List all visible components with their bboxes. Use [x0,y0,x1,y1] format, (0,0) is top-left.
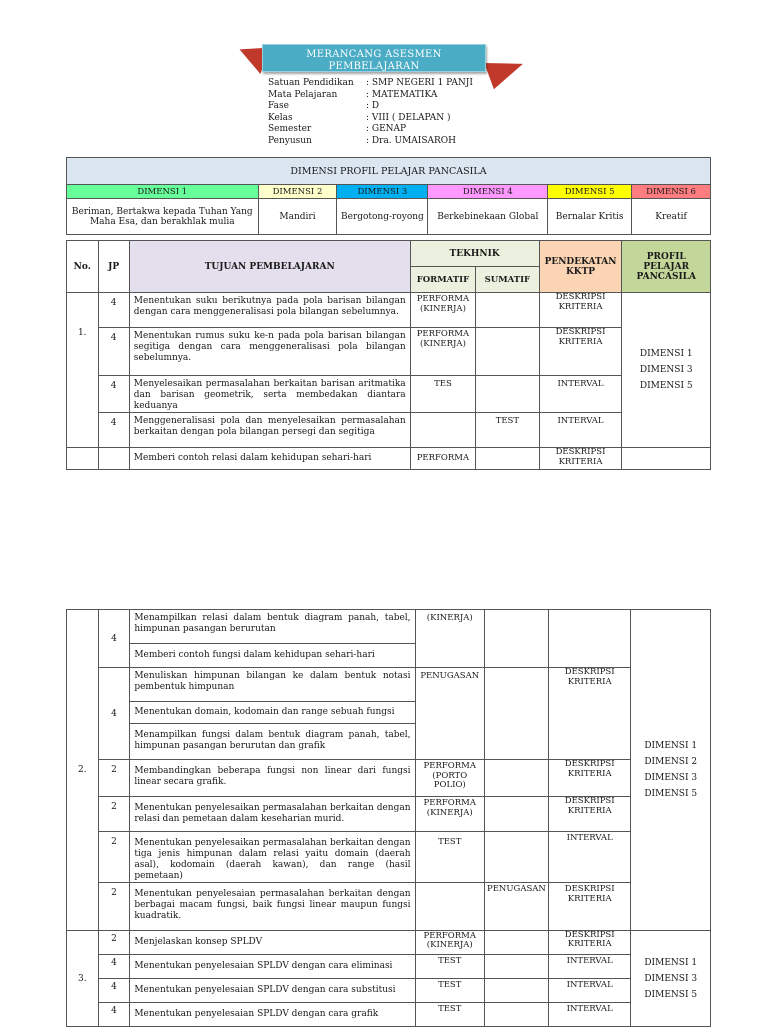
formatif-cell: TEST [415,832,484,883]
sumatif-cell [484,797,548,832]
pendekatan-cell: DESKRIPSI KRITERIA [548,797,631,832]
tujuan-cell: Menggeneralisasi pola dan menyelesaikan permasalahan berkaitan dengan pola bilangan persegi dan segitiga [129,413,410,448]
info-value: : GENAP [366,124,407,134]
pendekatan-cell: DESKRIPSI KRITERIA [539,448,622,470]
formatif-cell: TEST [415,1003,484,1027]
pendekatan-cell: DESKRIPSI KRITERIA [548,931,631,955]
pendekatan-cell: DESKRIPSI KRITERIA [548,883,631,931]
assessment-table-2 [66,609,711,1027]
tujuan-cell: Menentukan penyelesaian permasalahan berkaitan dengan berbagai macam fungsi, baik fungsi linear maupun fungsi kuadratik. [130,883,415,931]
pendekatan-cell [548,610,631,668]
profil-cell [622,293,711,448]
dimension-value: Mandiri [258,199,337,235]
formatif-cell: PERFORMA (KINERJA) [415,797,484,832]
info-value: : SMP NEGERI 1 PANJI [366,78,473,88]
info-label: Satuan Pendidikan [268,78,354,88]
header-jp: JP [98,241,129,293]
jp-cell: 4 [98,668,130,760]
jp-cell: 2 [98,832,130,883]
profil-dimension: DIMENSI 1 [644,741,698,751]
formatif-cell [410,413,476,448]
sumatif-cell: TEST [476,413,539,448]
tujuan-cell: Menentukan penyelesaian SPLDV dengan cara grafik [130,1003,415,1027]
formatif-cell: TES [410,376,476,413]
row-number: 3. [67,931,99,1027]
profil-cell [631,610,711,931]
info-label: Kelas [268,112,293,123]
dimension-table [66,157,711,235]
info-value: : MATEMATIKA [366,89,438,100]
formatif-cell: PERFORMA (KINERJA) [415,931,484,955]
info-label: Fase [268,101,289,111]
jp-cell: 4 [98,1003,130,1027]
header-formatif: FORMATIF [410,267,476,293]
tujuan-cell: Menentukan penyelesaikan permasalahan berkaitan dengan relasi dan pemetaan dalam keseharian murid. [130,797,415,832]
tujuan-cell: Menentukan penyelesaikan permasalahan berkaitan dengan tiga jenis himpunan dalam relasi yaitu domain (daerah asal), kodomain (daerah kawan), dan range (hasil pemetaan) [130,832,415,883]
sumatif-cell [476,448,539,470]
info-row [268,78,473,90]
sumatif-cell [484,1003,548,1027]
tujuan-cell: Menentukan penyelesaian SPLDV dengan cara substitusi [130,979,415,1003]
formatif-cell: TEST [415,955,484,979]
tujuan-cell: Memberi contoh fungsi dalam kehidupan sehari-hari [130,644,415,668]
sumatif-cell [484,610,548,668]
profil-dimension: DIMENSI 5 [644,789,698,799]
banner-box [262,44,486,72]
dimension-name: DIMENSI 5 [548,185,632,199]
info-row [268,136,473,148]
header-profil: PROFIL PELAJAR PANCASILA [622,241,711,293]
profil-cell [631,931,711,1027]
pendekatan-cell: DESKRIPSI KRITERIA [548,668,631,760]
info-row [268,101,473,113]
pendekatan-cell: INTERVAL [548,832,631,883]
pendekatan-cell: INTERVAL [548,955,631,979]
info-row [268,90,473,102]
tujuan-cell: Menentukan suku berikutnya pada pola barisan bilangan dengan cara menggeneralisasi pola bilangan sebelumnya. [129,293,410,328]
jp-cell: 4 [98,376,129,413]
info-row [268,124,473,136]
info-label: Mata Pelajaran [268,89,338,100]
header-tujuan: TUJUAN PEMBELAJARAN [129,241,410,293]
formatif-cell [415,883,484,931]
sumatif-cell [476,376,539,413]
jp-cell [98,448,129,470]
tujuan-cell: Menampilkan fungsi dalam bentuk diagram panah, tabel, himpunan pasangan berurutan dan grafik [130,724,415,760]
sumatif-cell [484,931,548,955]
dimension-value: Beriman, Bertakwa kepada Tuhan Yang Maha Esa, dan berakhlak mulia [67,199,259,235]
info-value: : Dra. UMAISAROH [366,135,457,146]
sumatif-cell [484,668,548,760]
formatif-cell: PERFORMA (KINERJA) [410,328,476,376]
dimension-name: DIMENSI 1 [67,185,259,199]
info-value: : D [366,101,380,111]
formatif-cell: PENUGASAN [415,668,484,760]
profil-dimension: DIMENSI 3 [644,773,698,783]
tujuan-cell: Menjelaskan konsep SPLDV [130,931,415,955]
tujuan-cell: Menuliskan himpunan bilangan ke dalam bentuk notasi pembentuk himpunan [130,668,415,702]
dimension-name: DIMENSI 4 [428,185,548,199]
tujuan-cell: Menentukan penyelesaian SPLDV dengan cara eliminasi [130,955,415,979]
jp-cell: 2 [98,883,130,931]
tujuan-cell: Menentukan rumus suku ke-n pada pola barisan bilangan segitiga dengan cara menggeneralisasi pola bilangan sebelumnya. [129,328,410,376]
ribbon-right-decoration [484,51,527,90]
sumatif-cell [484,979,548,1003]
jp-cell: 4 [98,293,129,328]
pendekatan-cell: INTERVAL [548,1003,631,1027]
tujuan-cell: Menentukan domain, kodomain dan range sebuah fungsi [130,702,415,724]
jp-cell: 2 [98,760,130,797]
header-no: No. [67,241,99,293]
info-label: Semester [268,124,312,134]
profil-dimension: DIMENSI 1 [644,957,698,968]
pendekatan-cell: DESKRIPSI KRITERIA [539,328,622,376]
dimension-value: Bergotong-royong [337,199,428,235]
profil-dimension: DIMENSI 1 [639,349,693,359]
formatif-cell: PERFORMA [410,448,476,470]
jp-cell: 4 [98,413,129,448]
jp-cell: 2 [98,931,130,955]
pendekatan-cell: DESKRIPSI KRITERIA [539,293,622,328]
sumatif-cell [476,328,539,376]
dimension-name: DIMENSI 6 [632,185,711,199]
dimension-value: Berkebinekaan Global [428,199,548,235]
sumatif-cell: PENUGASAN [484,883,548,931]
jp-cell: 4 [98,610,130,668]
profil-dimension: DIMENSI 5 [644,989,698,1000]
header-pendekatan: PENDEKATAN KKTP [539,241,622,293]
jp-cell: 4 [98,979,130,1003]
tujuan-cell: Membandingkan beberapa fungsi non linear dari fungsi linear secara grafik. [130,760,415,797]
profil-dimension: DIMENSI 5 [639,381,693,391]
profil-dimension: DIMENSI 3 [639,365,693,375]
dimension-name: DIMENSI 2 [258,185,337,199]
jp-cell: 4 [98,955,130,979]
sumatif-cell [484,760,548,797]
formatif-cell: TEST [415,979,484,1003]
banner-title: MERANCANG ASESMEN [306,49,442,60]
pendekatan-cell: INTERVAL [539,376,622,413]
profil-dimension: DIMENSI 3 [644,973,698,984]
jp-cell: 4 [98,328,129,376]
document-info [268,78,473,147]
sumatif-cell [476,293,539,328]
dimension-name: DIMENSI 3 [337,185,428,199]
info-row [268,113,473,125]
formatif-cell: PERFORMA (KINERJA) [410,293,476,328]
dimension-value: Kreatif [632,199,711,235]
row-number [67,448,99,470]
formatif-cell: PERFORMA (PORTO POLIO) [415,760,484,797]
row-number: 2. [67,610,99,931]
tujuan-cell: Menampilkan relasi dalam bentuk diagram panah, tabel, himpunan pasangan berurutan [130,610,415,644]
pendekatan-cell: INTERVAL [539,413,622,448]
dimension-value: Bernalar Kritis [548,199,632,235]
assessment-table-1 [66,240,711,470]
profil-dimension: DIMENSI 2 [644,757,698,767]
sumatif-cell [484,832,548,883]
row-number: 1. [67,293,99,448]
jp-cell: 2 [98,797,130,832]
sumatif-cell [484,955,548,979]
banner-subtitle: PEMBELAJARAN [328,61,420,72]
pendekatan-cell: DESKRIPSI KRITERIA [548,760,631,797]
info-value: : VIII ( DELAPAN ) [366,112,451,123]
tujuan-cell: Menyelesaikan permasalahan berkaitan barisan aritmatika dan barisan geometrik, serta membedakan diantara keduanya [129,376,410,413]
tujuan-cell: Memberi contoh relasi dalam kehidupan sehari-hari [129,448,410,470]
formatif-cell: (KINERJA) [415,610,484,668]
header-tekhnik: TEKHNIK [410,241,539,267]
dimension-table-title: DIMENSI PROFIL PELAJAR PANCASILA [67,158,711,185]
info-label: Penyusun [268,135,312,146]
header-sumatif: SUMATIF [476,267,539,293]
pendekatan-cell: INTERVAL [548,979,631,1003]
profil-cell [622,448,711,470]
